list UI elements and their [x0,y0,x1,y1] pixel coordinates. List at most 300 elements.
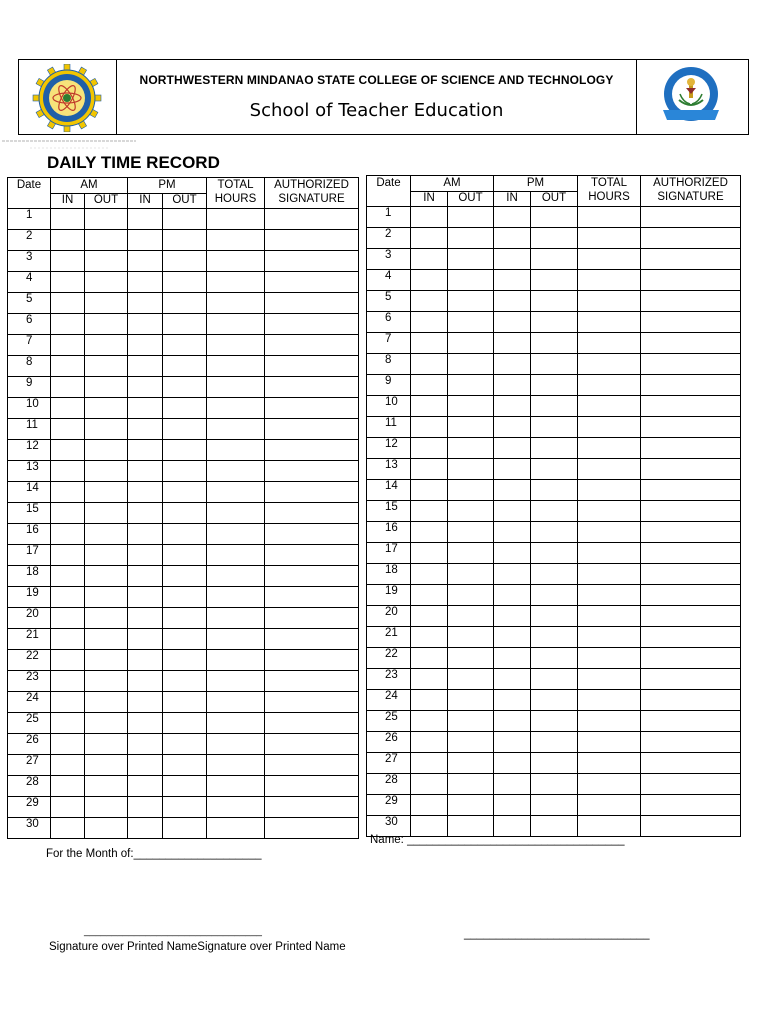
total-hours-cell[interactable] [578,648,641,669]
pm-in-cell[interactable] [128,545,163,566]
pm-in-cell[interactable] [494,690,531,711]
pm-in-cell[interactable] [128,461,163,482]
am-out-cell[interactable] [448,249,494,270]
am-in-cell[interactable] [51,629,85,650]
am-in-cell[interactable] [51,440,85,461]
am-out-cell[interactable] [85,566,128,587]
am-in-cell[interactable] [411,795,448,816]
pm-out-cell[interactable] [531,690,578,711]
pm-in-cell[interactable] [128,650,163,671]
am-out-cell[interactable] [85,419,128,440]
pm-out-cell[interactable] [163,692,207,713]
authorized-signature-cell[interactable] [641,522,741,543]
authorized-signature-cell[interactable] [265,608,359,629]
pm-in-cell[interactable] [128,818,163,839]
am-in-cell[interactable] [411,564,448,585]
am-in-cell[interactable] [51,587,85,608]
am-in-cell[interactable] [51,734,85,755]
pm-in-cell[interactable] [494,417,531,438]
total-hours-cell[interactable] [578,690,641,711]
pm-out-cell[interactable] [163,734,207,755]
am-out-cell[interactable] [448,774,494,795]
total-hours-cell[interactable] [207,818,265,839]
authorized-signature-cell[interactable] [641,816,741,837]
am-in-cell[interactable] [411,417,448,438]
pm-out-cell[interactable] [531,585,578,606]
am-out-cell[interactable] [448,690,494,711]
pm-in-cell[interactable] [128,314,163,335]
am-in-cell[interactable] [51,776,85,797]
pm-in-cell[interactable] [128,209,163,230]
pm-out-cell[interactable] [163,440,207,461]
total-hours-cell[interactable] [207,650,265,671]
total-hours-cell[interactable] [578,249,641,270]
total-hours-cell[interactable] [578,438,641,459]
pm-in-cell[interactable] [128,251,163,272]
authorized-signature-cell[interactable] [265,692,359,713]
pm-out-cell[interactable] [531,207,578,228]
pm-in-cell[interactable] [128,566,163,587]
am-out-cell[interactable] [448,648,494,669]
authorized-signature-cell[interactable] [265,671,359,692]
total-hours-cell[interactable] [578,396,641,417]
pm-in-cell[interactable] [128,398,163,419]
pm-out-cell[interactable] [163,818,207,839]
pm-out-cell[interactable] [163,461,207,482]
total-hours-cell[interactable] [207,230,265,251]
am-in-cell[interactable] [51,650,85,671]
total-hours-cell[interactable] [578,522,641,543]
am-out-cell[interactable] [85,482,128,503]
pm-out-cell[interactable] [163,419,207,440]
pm-in-cell[interactable] [128,272,163,293]
pm-out-cell[interactable] [531,438,578,459]
total-hours-cell[interactable] [578,501,641,522]
am-out-cell[interactable] [85,797,128,818]
am-in-cell[interactable] [51,566,85,587]
am-out-cell[interactable] [85,650,128,671]
authorized-signature-cell[interactable] [265,818,359,839]
am-in-cell[interactable] [411,459,448,480]
authorized-signature-cell[interactable] [265,356,359,377]
pm-out-cell[interactable] [163,251,207,272]
am-in-cell[interactable] [51,398,85,419]
authorized-signature-cell[interactable] [265,587,359,608]
authorized-signature-cell[interactable] [641,606,741,627]
total-hours-cell[interactable] [578,669,641,690]
am-in-cell[interactable] [411,312,448,333]
pm-out-cell[interactable] [163,587,207,608]
am-out-cell[interactable] [85,251,128,272]
am-in-cell[interactable] [51,293,85,314]
am-in-cell[interactable] [411,627,448,648]
am-out-cell[interactable] [448,543,494,564]
pm-in-cell[interactable] [128,503,163,524]
authorized-signature-cell[interactable] [265,482,359,503]
pm-out-cell[interactable] [163,209,207,230]
total-hours-cell[interactable] [207,755,265,776]
am-in-cell[interactable] [51,524,85,545]
pm-out-cell[interactable] [163,293,207,314]
pm-in-cell[interactable] [128,335,163,356]
am-in-cell[interactable] [51,209,85,230]
am-out-cell[interactable] [85,272,128,293]
pm-out-cell[interactable] [531,270,578,291]
pm-out-cell[interactable] [531,564,578,585]
pm-in-cell[interactable] [128,587,163,608]
total-hours-cell[interactable] [207,419,265,440]
pm-out-cell[interactable] [163,671,207,692]
authorized-signature-cell[interactable] [265,230,359,251]
am-in-cell[interactable] [51,818,85,839]
am-out-cell[interactable] [448,585,494,606]
pm-in-cell[interactable] [128,629,163,650]
pm-out-cell[interactable] [531,375,578,396]
pm-in-cell[interactable] [494,228,531,249]
authorized-signature-cell[interactable] [265,545,359,566]
pm-out-cell[interactable] [531,501,578,522]
pm-in-cell[interactable] [128,524,163,545]
authorized-signature-cell[interactable] [265,335,359,356]
am-out-cell[interactable] [85,503,128,524]
am-out-cell[interactable] [448,417,494,438]
authorized-signature-cell[interactable] [641,228,741,249]
total-hours-cell[interactable] [207,251,265,272]
pm-in-cell[interactable] [494,627,531,648]
authorized-signature-cell[interactable] [641,795,741,816]
pm-out-cell[interactable] [163,524,207,545]
authorized-signature-cell[interactable] [641,249,741,270]
total-hours-cell[interactable] [207,545,265,566]
pm-in-cell[interactable] [494,480,531,501]
am-in-cell[interactable] [411,396,448,417]
pm-in-cell[interactable] [494,438,531,459]
pm-out-cell[interactable] [163,356,207,377]
pm-out-cell[interactable] [531,543,578,564]
pm-out-cell[interactable] [163,629,207,650]
authorized-signature-cell[interactable] [641,312,741,333]
pm-in-cell[interactable] [494,732,531,753]
authorized-signature-cell[interactable] [265,713,359,734]
am-out-cell[interactable] [448,375,494,396]
am-out-cell[interactable] [448,732,494,753]
authorized-signature-cell[interactable] [641,753,741,774]
authorized-signature-cell[interactable] [265,755,359,776]
am-out-cell[interactable] [85,608,128,629]
pm-out-cell[interactable] [163,776,207,797]
am-in-cell[interactable] [411,774,448,795]
total-hours-cell[interactable] [578,774,641,795]
pm-in-cell[interactable] [494,648,531,669]
am-in-cell[interactable] [51,755,85,776]
pm-out-cell[interactable] [163,482,207,503]
total-hours-cell[interactable] [207,797,265,818]
total-hours-cell[interactable] [578,543,641,564]
authorized-signature-cell[interactable] [641,396,741,417]
am-in-cell[interactable] [411,354,448,375]
pm-out-cell[interactable] [531,333,578,354]
authorized-signature-cell[interactable] [641,207,741,228]
pm-in-cell[interactable] [494,333,531,354]
pm-out-cell[interactable] [163,398,207,419]
am-out-cell[interactable] [85,230,128,251]
pm-out-cell[interactable] [163,713,207,734]
total-hours-cell[interactable] [207,629,265,650]
pm-out-cell[interactable] [531,249,578,270]
pm-in-cell[interactable] [494,375,531,396]
am-out-cell[interactable] [448,207,494,228]
authorized-signature-cell[interactable] [265,293,359,314]
total-hours-cell[interactable] [578,606,641,627]
pm-out-cell[interactable] [531,795,578,816]
pm-in-cell[interactable] [128,419,163,440]
authorized-signature-cell[interactable] [265,314,359,335]
pm-out-cell[interactable] [531,291,578,312]
am-out-cell[interactable] [448,564,494,585]
total-hours-cell[interactable] [207,671,265,692]
authorized-signature-cell[interactable] [641,732,741,753]
am-out-cell[interactable] [448,354,494,375]
am-out-cell[interactable] [85,377,128,398]
am-out-cell[interactable] [85,587,128,608]
am-in-cell[interactable] [411,543,448,564]
pm-out-cell[interactable] [531,354,578,375]
authorized-signature-cell[interactable] [265,629,359,650]
pm-in-cell[interactable] [128,440,163,461]
am-out-cell[interactable] [448,501,494,522]
total-hours-cell[interactable] [207,566,265,587]
pm-in-cell[interactable] [494,270,531,291]
pm-out-cell[interactable] [163,230,207,251]
am-out-cell[interactable] [85,755,128,776]
am-out-cell[interactable] [448,291,494,312]
am-out-cell[interactable] [448,606,494,627]
pm-in-cell[interactable] [128,230,163,251]
am-in-cell[interactable] [411,291,448,312]
am-in-cell[interactable] [411,690,448,711]
am-in-cell[interactable] [51,503,85,524]
authorized-signature-cell[interactable] [641,585,741,606]
pm-out-cell[interactable] [163,377,207,398]
am-out-cell[interactable] [85,671,128,692]
am-out-cell[interactable] [85,692,128,713]
pm-out-cell[interactable] [163,545,207,566]
am-in-cell[interactable] [411,480,448,501]
am-in-cell[interactable] [51,377,85,398]
authorized-signature-cell[interactable] [265,251,359,272]
pm-in-cell[interactable] [494,396,531,417]
pm-in-cell[interactable] [494,501,531,522]
pm-in-cell[interactable] [128,713,163,734]
authorized-signature-cell[interactable] [265,419,359,440]
am-out-cell[interactable] [85,629,128,650]
am-out-cell[interactable] [448,522,494,543]
am-out-cell[interactable] [85,524,128,545]
total-hours-cell[interactable] [578,375,641,396]
total-hours-cell[interactable] [207,398,265,419]
total-hours-cell[interactable] [207,608,265,629]
am-in-cell[interactable] [51,713,85,734]
am-in-cell[interactable] [411,753,448,774]
total-hours-cell[interactable] [207,734,265,755]
pm-out-cell[interactable] [531,312,578,333]
total-hours-cell[interactable] [578,753,641,774]
am-in-cell[interactable] [411,333,448,354]
authorized-signature-cell[interactable] [641,501,741,522]
total-hours-cell[interactable] [207,461,265,482]
total-hours-cell[interactable] [578,228,641,249]
am-in-cell[interactable] [51,251,85,272]
am-out-cell[interactable] [448,795,494,816]
authorized-signature-cell[interactable] [641,480,741,501]
total-hours-cell[interactable] [207,335,265,356]
pm-in-cell[interactable] [494,753,531,774]
total-hours-cell[interactable] [207,524,265,545]
pm-out-cell[interactable] [531,627,578,648]
authorized-signature-cell[interactable] [265,398,359,419]
pm-in-cell[interactable] [128,755,163,776]
am-in-cell[interactable] [411,585,448,606]
pm-in-cell[interactable] [494,795,531,816]
authorized-signature-cell[interactable] [641,291,741,312]
pm-in-cell[interactable] [128,377,163,398]
am-out-cell[interactable] [448,480,494,501]
pm-out-cell[interactable] [163,650,207,671]
authorized-signature-cell[interactable] [265,524,359,545]
authorized-signature-cell[interactable] [265,209,359,230]
total-hours-cell[interactable] [207,209,265,230]
authorized-signature-cell[interactable] [641,690,741,711]
total-hours-cell[interactable] [207,776,265,797]
pm-in-cell[interactable] [494,606,531,627]
am-out-cell[interactable] [85,356,128,377]
am-out-cell[interactable] [85,461,128,482]
am-out-cell[interactable] [448,270,494,291]
authorized-signature-cell[interactable] [641,711,741,732]
total-hours-cell[interactable] [578,354,641,375]
am-out-cell[interactable] [85,209,128,230]
am-out-cell[interactable] [448,396,494,417]
am-in-cell[interactable] [51,461,85,482]
total-hours-cell[interactable] [207,293,265,314]
pm-out-cell[interactable] [531,648,578,669]
authorized-signature-cell[interactable] [641,627,741,648]
total-hours-cell[interactable] [207,272,265,293]
pm-in-cell[interactable] [494,669,531,690]
total-hours-cell[interactable] [578,417,641,438]
authorized-signature-cell[interactable] [641,270,741,291]
pm-in-cell[interactable] [494,291,531,312]
am-out-cell[interactable] [448,312,494,333]
total-hours-cell[interactable] [578,711,641,732]
pm-out-cell[interactable] [531,522,578,543]
am-in-cell[interactable] [411,606,448,627]
pm-in-cell[interactable] [128,608,163,629]
total-hours-cell[interactable] [207,503,265,524]
total-hours-cell[interactable] [207,377,265,398]
am-in-cell[interactable] [411,501,448,522]
am-in-cell[interactable] [51,419,85,440]
am-in-cell[interactable] [51,230,85,251]
total-hours-cell[interactable] [578,585,641,606]
am-out-cell[interactable] [85,335,128,356]
total-hours-cell[interactable] [207,482,265,503]
pm-out-cell[interactable] [163,566,207,587]
pm-in-cell[interactable] [128,692,163,713]
am-in-cell[interactable] [51,545,85,566]
am-in-cell[interactable] [411,438,448,459]
pm-in-cell[interactable] [494,564,531,585]
total-hours-cell[interactable] [578,564,641,585]
am-out-cell[interactable] [85,545,128,566]
pm-in-cell[interactable] [494,249,531,270]
am-in-cell[interactable] [51,272,85,293]
pm-out-cell[interactable] [531,480,578,501]
authorized-signature-cell[interactable] [265,440,359,461]
am-in-cell[interactable] [411,669,448,690]
pm-in-cell[interactable] [128,482,163,503]
am-in-cell[interactable] [51,692,85,713]
pm-out-cell[interactable] [163,335,207,356]
pm-out-cell[interactable] [163,797,207,818]
authorized-signature-cell[interactable] [641,459,741,480]
pm-out-cell[interactable] [163,314,207,335]
authorized-signature-cell[interactable] [265,272,359,293]
am-out-cell[interactable] [448,753,494,774]
am-in-cell[interactable] [411,375,448,396]
total-hours-cell[interactable] [207,713,265,734]
total-hours-cell[interactable] [578,732,641,753]
authorized-signature-cell[interactable] [641,375,741,396]
am-out-cell[interactable] [85,398,128,419]
pm-out-cell[interactable] [531,774,578,795]
total-hours-cell[interactable] [578,333,641,354]
authorized-signature-cell[interactable] [265,503,359,524]
pm-in-cell[interactable] [128,356,163,377]
pm-out-cell[interactable] [163,755,207,776]
am-in-cell[interactable] [411,207,448,228]
total-hours-cell[interactable] [207,356,265,377]
authorized-signature-cell[interactable] [641,333,741,354]
total-hours-cell[interactable] [207,692,265,713]
authorized-signature-cell[interactable] [265,734,359,755]
am-in-cell[interactable] [51,314,85,335]
authorized-signature-cell[interactable] [265,377,359,398]
authorized-signature-cell[interactable] [641,417,741,438]
authorized-signature-cell[interactable] [265,797,359,818]
am-in-cell[interactable] [51,356,85,377]
total-hours-cell[interactable] [578,207,641,228]
am-in-cell[interactable] [51,671,85,692]
authorized-signature-cell[interactable] [641,354,741,375]
am-out-cell[interactable] [85,818,128,839]
pm-out-cell[interactable] [163,272,207,293]
pm-out-cell[interactable] [531,711,578,732]
am-out-cell[interactable] [85,734,128,755]
am-out-cell[interactable] [448,669,494,690]
pm-in-cell[interactable] [494,207,531,228]
authorized-signature-cell[interactable] [641,564,741,585]
total-hours-cell[interactable] [578,312,641,333]
pm-out-cell[interactable] [531,606,578,627]
total-hours-cell[interactable] [207,314,265,335]
pm-in-cell[interactable] [494,459,531,480]
total-hours-cell[interactable] [578,459,641,480]
am-out-cell[interactable] [85,314,128,335]
authorized-signature-cell[interactable] [641,543,741,564]
am-out-cell[interactable] [448,438,494,459]
am-out-cell[interactable] [448,228,494,249]
